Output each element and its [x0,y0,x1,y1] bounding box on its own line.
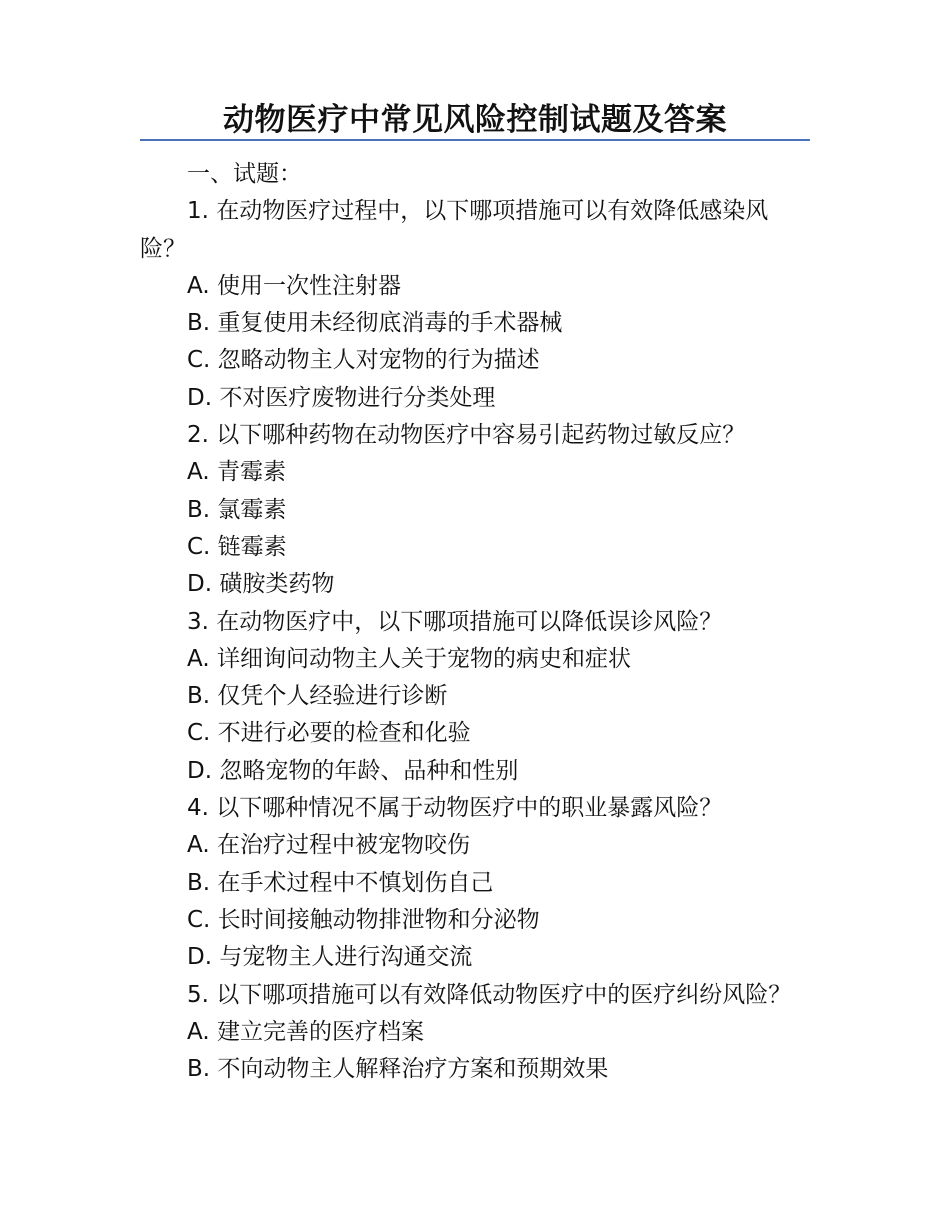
title-underline [140,139,810,141]
question-4: 4. 以下哪种情况不属于动物医疗中的职业暴露风险？ [187,795,723,822]
question-2-option-b: B. 氯霉素 [187,496,287,523]
question-2-option-c: C. 链霉素 [187,533,287,560]
question-1-option-b: B. 重复使用未经彻底消毒的手术器械 [187,310,563,337]
section-heading: 一、试题： [187,161,302,187]
question-1-option-d: D. 不对医疗废物进行分类处理 [187,384,496,411]
question-1-option-c: C. 忽略动物主人对宠物的行为描述 [187,347,540,374]
question-4-option-d: D. 与宠物主人进行沟通交流 [187,944,473,971]
question-2-option-a: A. 青霉素 [187,459,286,486]
question-5-option-b: B. 不向动物主人解释治疗方案和预期效果 [187,1056,609,1083]
question-2-option-d: D. 磺胺类药物 [187,571,335,598]
document-title: 动物医疗中常见风险控制试题及答案 [223,102,727,138]
question-5-option-a: A. 建立完善的医疗档案 [187,1018,424,1045]
question-3-option-b: B. 仅凭个人经验进行诊断 [187,683,448,710]
question-4-option-a: A. 在治疗过程中被宠物咬伤 [187,832,470,859]
question-5: 5. 以下哪项措施可以有效降低动物医疗中的医疗纠纷风险？ [187,981,792,1008]
question-3-option-d: D. 忽略宠物的年龄、品种和性别 [187,757,519,784]
document-body [140,156,812,1088]
question-3: 3. 在动物医疗中，以下哪项措施可以降低误诊风险？ [187,608,723,635]
question-1-option-a: A. 使用一次性注射器 [187,272,401,299]
question-3-option-a: A. 详细询问动物主人关于宠物的病史和症状 [187,645,631,672]
question-3-option-c: C. 不进行必要的检查和化验 [187,720,471,747]
question-1: 1. 在动物医疗过程中，以下哪项措施可以有效降低感染风险？ [140,198,769,262]
question-2: 2. 以下哪种药物在动物医疗中容易引起药物过敏反应？ [187,422,746,449]
question-4-option-c: C. 长时间接触动物排泄物和分泌物 [187,906,540,933]
question-4-option-b: B. 在手术过程中不慎划伤自己 [187,869,494,896]
